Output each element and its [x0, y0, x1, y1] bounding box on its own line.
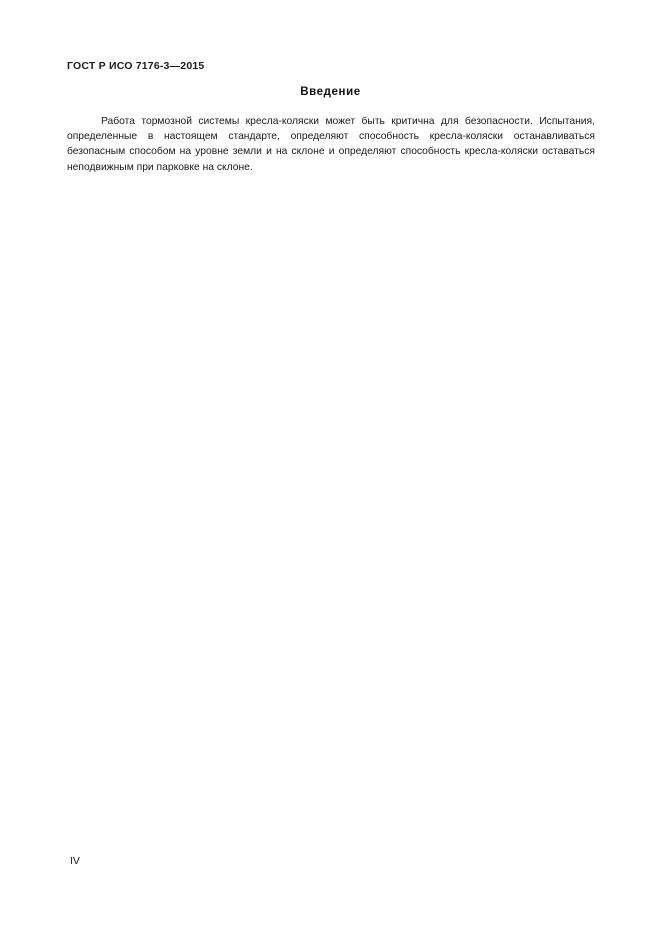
page-number: IV — [70, 855, 80, 867]
introduction-paragraph: Работа тормозной системы кресла-коляски может быть критична для безопасности. Испытания, определенные в настоящем стандарте, определяют способность кресла-коляски останавливаться безопасным способом на уровне земли и на склоне и определяют способность кресла-коляски оставаться неподвижным при парковке на склоне. — [67, 116, 595, 173]
section-title: Введение — [300, 86, 361, 98]
standard-designation-header: ГОСТ Р ИСО 7176-3—2015 — [67, 60, 205, 72]
introduction-body — [67, 114, 595, 175]
